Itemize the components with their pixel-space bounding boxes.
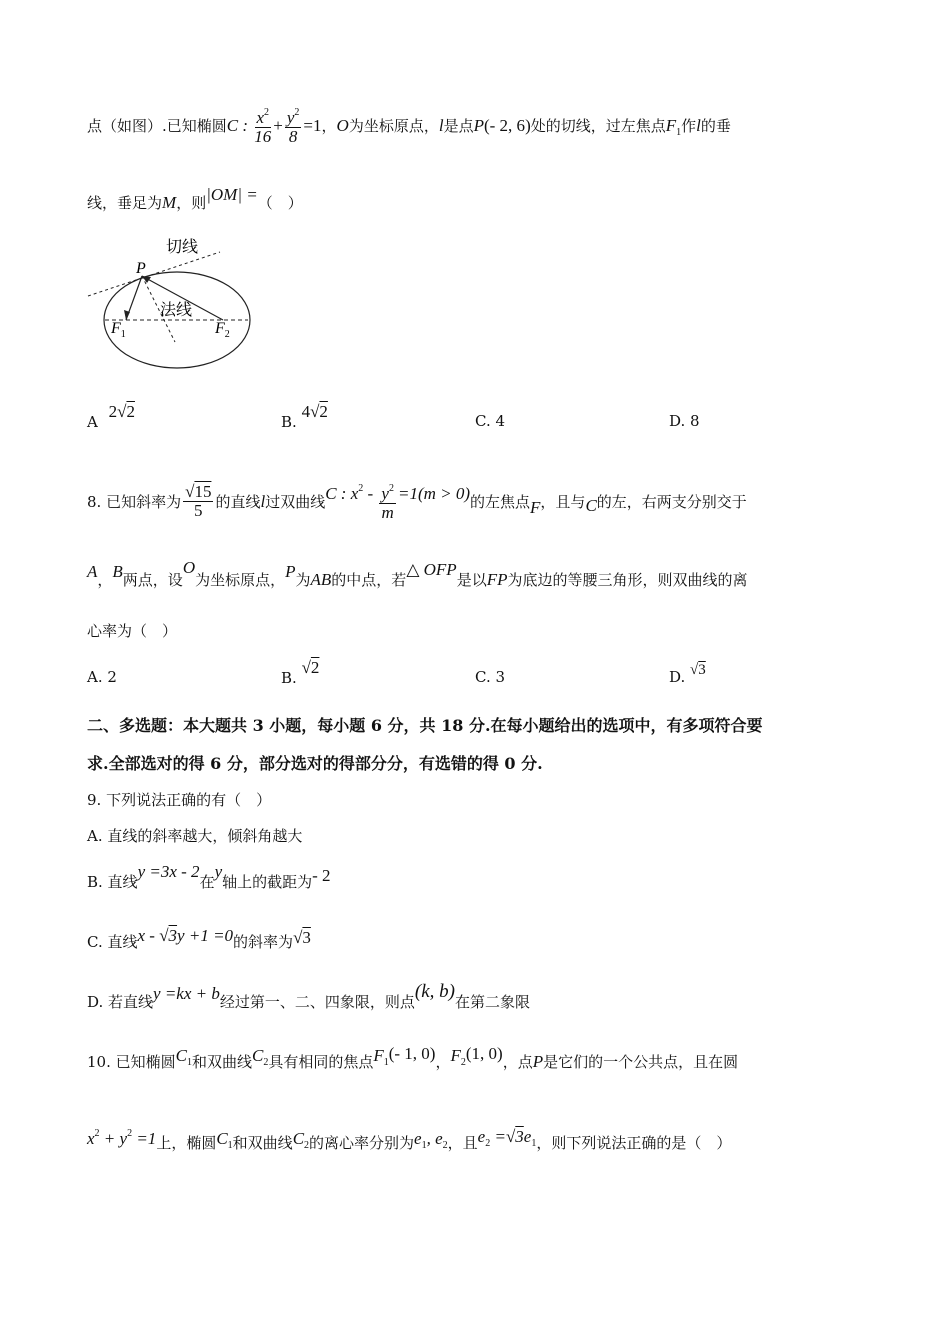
point-a: A (87, 562, 98, 581)
focus-f: F (530, 498, 541, 517)
q10-line2 (87, 1128, 731, 1160)
q9-stem: 9. 下列说法正确的有（ ） (87, 791, 272, 809)
q10-text: 10. 已知椭圆 (87, 1053, 176, 1071)
opt-b-rad: 2 (310, 658, 320, 677)
q7-text: 是点 (443, 117, 474, 135)
frac-y2-m: $\frac{y^2}{m}$ (379, 480, 396, 522)
ellipse-c1: $C_1$ (216, 1129, 233, 1151)
eq-part: x - (137, 926, 160, 945)
f2-label: F (450, 1046, 461, 1065)
eq-one: =1 (303, 116, 322, 135)
option-text: 经过第一、二、四象限，则点 (219, 993, 415, 1011)
q10-text: 和双曲线 (191, 1053, 252, 1071)
q8-line1 (87, 482, 747, 524)
q7-text: 处的切线，过左焦点 (530, 117, 666, 135)
point-b: B (112, 562, 123, 581)
c1-label: C (216, 1129, 228, 1148)
eq-part: C : x (325, 484, 359, 503)
f1-coord: (- 1, 0) (388, 1044, 436, 1063)
section2-heading-line2: 求.全部选对的得 6 分，部分选对的得部分分，有选错的得 0 分. (87, 754, 543, 773)
c1-label: C (175, 1046, 187, 1065)
hyperbola-c2: $C_2$ (292, 1129, 310, 1151)
c2-label: C (292, 1129, 305, 1148)
q10-text: ， (435, 1053, 451, 1071)
circle-eq: $x^2 + y^2 =1$ (87, 1128, 157, 1148)
opt-d-rad: 3 (698, 662, 706, 678)
frac-den: 8 (288, 127, 298, 146)
p-coord: (- 2, 6) (483, 116, 531, 135)
opt-rad: 3 (302, 928, 311, 947)
point-p: P (285, 562, 296, 581)
q10-text: 是它们的一个公共点，且在圆 (543, 1053, 739, 1071)
point-m: M (162, 193, 177, 212)
q10-text: ，且 (447, 1134, 478, 1152)
q10-text: 和双曲线 (232, 1134, 293, 1152)
q7-line2 (87, 185, 303, 213)
point-p: P (532, 1052, 544, 1071)
q9-option-a[interactable]: A. 直线的斜率越大，倾斜角越大 (87, 827, 303, 845)
focus-f1: $F_1$ (665, 116, 682, 138)
option-text: C. 直线 (87, 933, 138, 951)
q7-option-b[interactable] (281, 402, 328, 432)
option-value: - 2 (312, 866, 331, 885)
line-l: l (260, 492, 266, 511)
origin-o: O (182, 558, 196, 577)
q10-text: 具有相同的焦点 (268, 1053, 374, 1071)
hyperbola-eq: C : $x^2$ - (325, 483, 378, 503)
f1-label: F (665, 116, 677, 135)
p-coord-val: - 2, 6 (489, 116, 526, 135)
q10-text: ，则下列说法正确的是（ ） (536, 1134, 732, 1152)
eq-sign: = (246, 185, 258, 204)
frac-num: y (286, 108, 295, 127)
segment-ab: AB (310, 570, 332, 589)
eq-end: =1(m > 0) (397, 484, 471, 503)
q10-text: ，点 (502, 1053, 533, 1071)
normal-label: 法线 (160, 302, 193, 319)
f1-label: F (373, 1046, 384, 1065)
q8-text: ， (97, 571, 113, 589)
q8-option-b[interactable] (281, 658, 320, 688)
q7-text: ，则 (176, 194, 207, 212)
option-value: √3 (690, 662, 706, 678)
option-label: B. (281, 413, 297, 431)
point-kb: (k, b) (414, 981, 455, 1002)
frac-num: x (256, 108, 265, 127)
option-label: B. (281, 669, 297, 687)
q10-text: 上，椭圆 (156, 1134, 217, 1152)
line-l: l (438, 116, 444, 135)
eccentricities: $e_1$, $e_2$ (414, 1129, 448, 1151)
q8-option-a[interactable]: A. 2 (87, 668, 117, 686)
option-value: √3 (293, 928, 311, 947)
q7-text: 作 (681, 117, 697, 135)
e-sep: , e (426, 1129, 443, 1148)
eq-part: x (87, 1129, 95, 1148)
q7-text: ， (321, 117, 337, 135)
q8-text: 过双曲线 (265, 493, 326, 511)
option-text: D. 若直线 (87, 993, 154, 1011)
frac-den: 16 (254, 127, 272, 146)
q8-text: 的中点，若 (331, 571, 407, 589)
frac-sqrt15-5: $\frac{√15}{5}$ (185, 481, 212, 520)
q7-text: 点（如图）.已知椭圆 (87, 117, 227, 135)
option-equation: x - √3y +1 =0 (137, 926, 234, 945)
e-relation: $e_2 =√3e_1$ (477, 1127, 537, 1149)
e-label: e (523, 1127, 532, 1146)
q9-option-c[interactable] (87, 926, 311, 952)
frac-den: 5 (194, 500, 203, 520)
rad: 3 (515, 1127, 524, 1146)
option-label: A (87, 413, 98, 431)
f1-fig-text: F (111, 320, 121, 337)
point-p: P (473, 116, 484, 135)
line-l: l (696, 116, 701, 135)
frac-num: 15 (194, 481, 212, 501)
opt-b-coef: 4 (301, 402, 311, 421)
q7-text: （ ） (257, 194, 303, 212)
q9-option-b[interactable] (87, 862, 331, 892)
eq-part: y +1 =0 (177, 926, 234, 945)
ellipse-label: C : (226, 116, 253, 135)
q10-text: 的离心率分别为 (309, 1134, 415, 1152)
q8-text: 为 (295, 571, 311, 589)
p-label: P (136, 260, 146, 277)
q8-text: 两点，设 (122, 571, 183, 589)
option-text: 的斜率为 (233, 933, 294, 951)
option-label: D. (669, 668, 686, 686)
q7-text: 线，垂足为 (87, 194, 163, 212)
q8-line2 (87, 558, 748, 590)
q8-text: 8. 已知斜率为 (87, 493, 182, 511)
frac-x2-16: $\frac{x^2}{16}$ (254, 104, 271, 146)
section2-heading-line1: 二、多选题：本大题共 3 小题，每小题 6 分，共 18 分.在每小题给出的选项中，有多项符合要 (87, 716, 763, 735)
f2-fig-text: F (215, 320, 225, 337)
q8-text: 为底边的等腰三角形，则双曲线的离 (507, 571, 748, 589)
q7-line1: 点（如图）.已知椭圆C : $\frac{x^2}{16}$ + $\frac{y^2}{8}$ =1，O为坐标原点，l是点P(- 2, 6)处的切线，过左焦点$F_1$作l的垂 (87, 106, 731, 148)
f1-fig-label: $F_1$ (111, 320, 126, 340)
option-value: 4√2 (301, 402, 328, 421)
eq-part: =1 (132, 1129, 157, 1148)
q8-text: 的左，右两支分别交于 (596, 493, 747, 511)
q9-option-d[interactable] (87, 981, 530, 1012)
e-label: e (414, 1129, 422, 1148)
f2-fig-label: $F_2$ (215, 320, 230, 340)
q8-text: ，且与 (540, 493, 586, 511)
om-abs: |OM| = (206, 185, 258, 204)
q8-line3: 心率为（ ） (87, 622, 178, 640)
eq-part: + y (99, 1129, 128, 1148)
frac-y2-8: $\frac{y^2}{8}$ (285, 104, 302, 146)
frac-num: y (381, 484, 389, 503)
e-label: e (477, 1127, 486, 1146)
option-equation: y =3x - 2 (137, 862, 200, 881)
option-value: √2 (301, 658, 320, 677)
eq-sign: = (490, 1127, 506, 1146)
q7-option-d[interactable]: D. 8 (669, 412, 700, 430)
c2-label: C (251, 1046, 264, 1065)
q8-option-c[interactable]: C. 3 (475, 668, 506, 686)
triangle-ofp: △ OFP (406, 560, 457, 579)
q8-text: 为坐标原点， (195, 571, 286, 589)
option-equation: y =kx + b (153, 984, 220, 1003)
eq-rad: 3 (168, 926, 178, 945)
focus-f2: $F_2$ (450, 1046, 466, 1068)
q7-text: 为坐标原点， (348, 117, 439, 135)
axis-y: y (214, 862, 223, 881)
q8-text: 的左焦点 (470, 493, 531, 511)
focus-f1: $F_1$ (373, 1046, 389, 1068)
q8-text: 的直线 (215, 493, 261, 511)
curve-c: C (585, 496, 597, 515)
eq-minus: - (363, 484, 378, 503)
option-text: B. 直线 (87, 873, 138, 891)
segment-fp: FP (486, 570, 508, 589)
q8-option-d[interactable] (669, 662, 706, 687)
option-text: 轴上的截距为 (222, 873, 313, 891)
f2-coord: (1, 0) (465, 1044, 503, 1063)
frac-den: m (381, 503, 394, 522)
option-text: 在第二象限 (454, 993, 530, 1011)
ellipse-c1: $C_1$ (175, 1046, 192, 1068)
q7-option-a[interactable] (87, 402, 135, 432)
opt-a-coef: 2 (108, 402, 118, 421)
tangent-label: 切线 (166, 239, 199, 256)
q8-text: 是以 (456, 571, 487, 589)
origin-o: O (336, 116, 349, 135)
om-text: OM (210, 185, 238, 204)
option-text: 在 (199, 873, 215, 891)
option-value: 2√2 (108, 402, 135, 421)
ellipse-figure (80, 232, 270, 374)
hyperbola-c2: $C_2$ (251, 1046, 269, 1068)
q7-text: 的垂 (700, 117, 731, 135)
q10-line1 (87, 1044, 739, 1079)
q7-option-c[interactable]: C. 4 (475, 412, 506, 430)
